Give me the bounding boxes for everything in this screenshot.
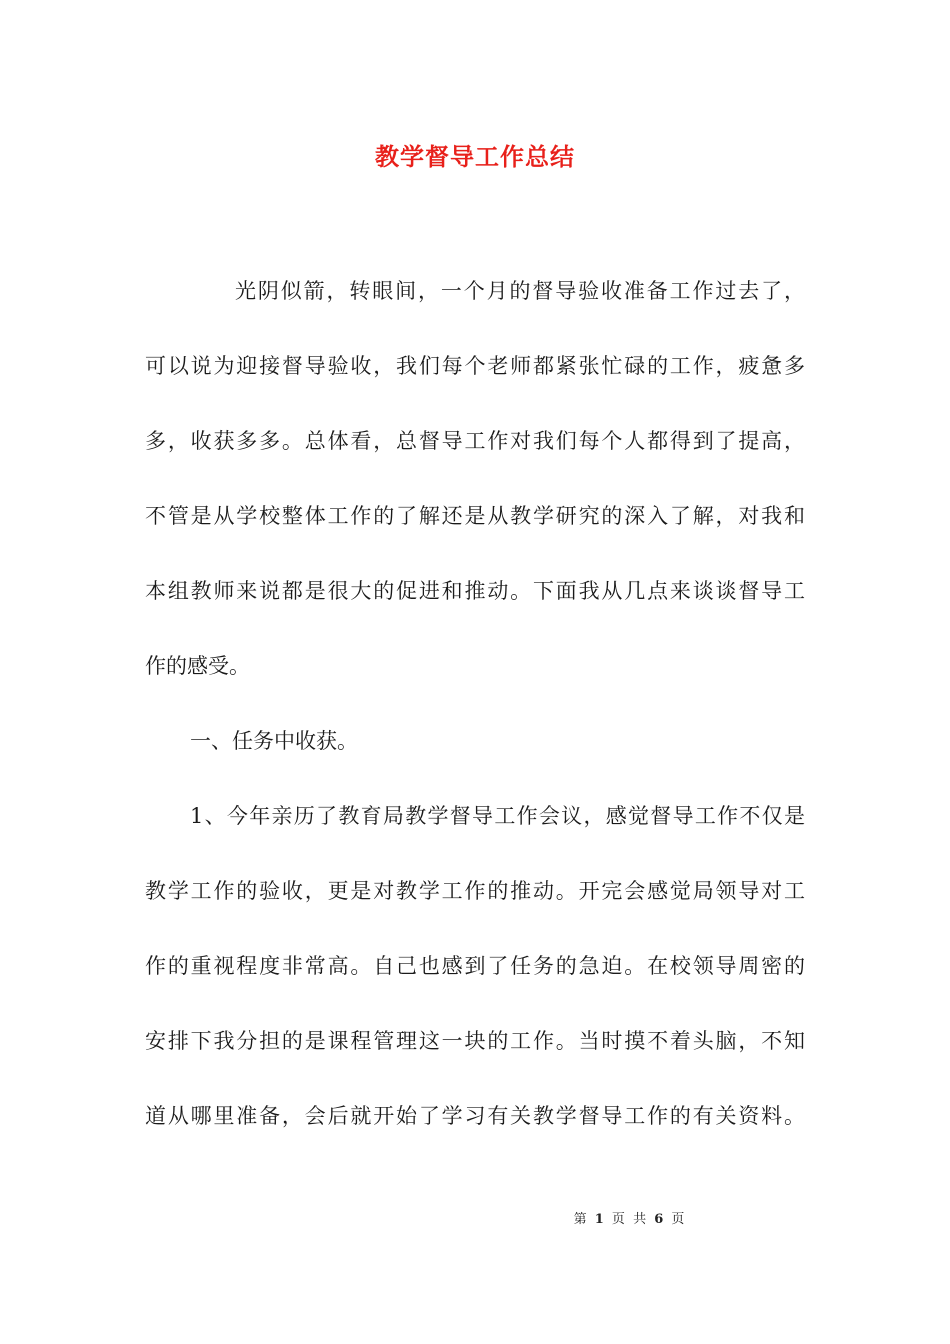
footer-total-pages: 6	[654, 1212, 666, 1227]
footer-current-page: 1	[594, 1212, 606, 1227]
footer-prefix: 第	[573, 1212, 589, 1227]
page-footer	[0, 1208, 950, 1227]
paragraph-line-11: 道从哪里准备，会后就开始了学习有关教学督导工作的有关资料。	[145, 1104, 805, 1128]
footer-suffix: 页	[671, 1212, 687, 1227]
footer-total-word: 共	[633, 1212, 649, 1227]
paragraph-line-2: 可以说为迎接督导验收，我们每个老师都紧张忙碌的工作，疲惫多	[145, 354, 805, 378]
footer-page-word: 页	[611, 1212, 627, 1227]
paragraph-line-10: 安排下我分担的是课程管理这一块的工作。当时摸不着头脑，不知	[145, 1029, 805, 1053]
paragraph-line-7: 1、今年亲历了教育局教学督导工作会议，感觉督导工作不仅是	[190, 804, 805, 828]
paragraph-line-5: 本组教师来说都是很大的促进和推动。下面我从几点来谈谈督导工	[145, 579, 805, 603]
paragraph-line-4: 不管是从学校整体工作的了解还是从教学研究的深入了解，对我和	[145, 504, 805, 528]
section-heading-1: 一、任务中收获。	[190, 729, 358, 753]
paragraph-line-3: 多，收获多多。总体看，总督导工作对我们每个人都得到了提高，	[145, 429, 805, 453]
paragraph-line-6: 作的感受。	[145, 654, 250, 678]
paragraph-line-9: 作的重视程度非常高。自己也感到了任务的急迫。在校领导周密的	[145, 954, 805, 978]
document-title: 教学督导工作总结	[375, 142, 575, 171]
paragraph-line-8: 教学工作的验收，更是对教学工作的推动。开完会感觉局领导对工	[145, 879, 805, 903]
page-number-label	[574, 1208, 687, 1227]
paragraph-line-1: 光阴似箭，转眼间，一个月的督导验收准备工作过去了，	[235, 279, 805, 303]
